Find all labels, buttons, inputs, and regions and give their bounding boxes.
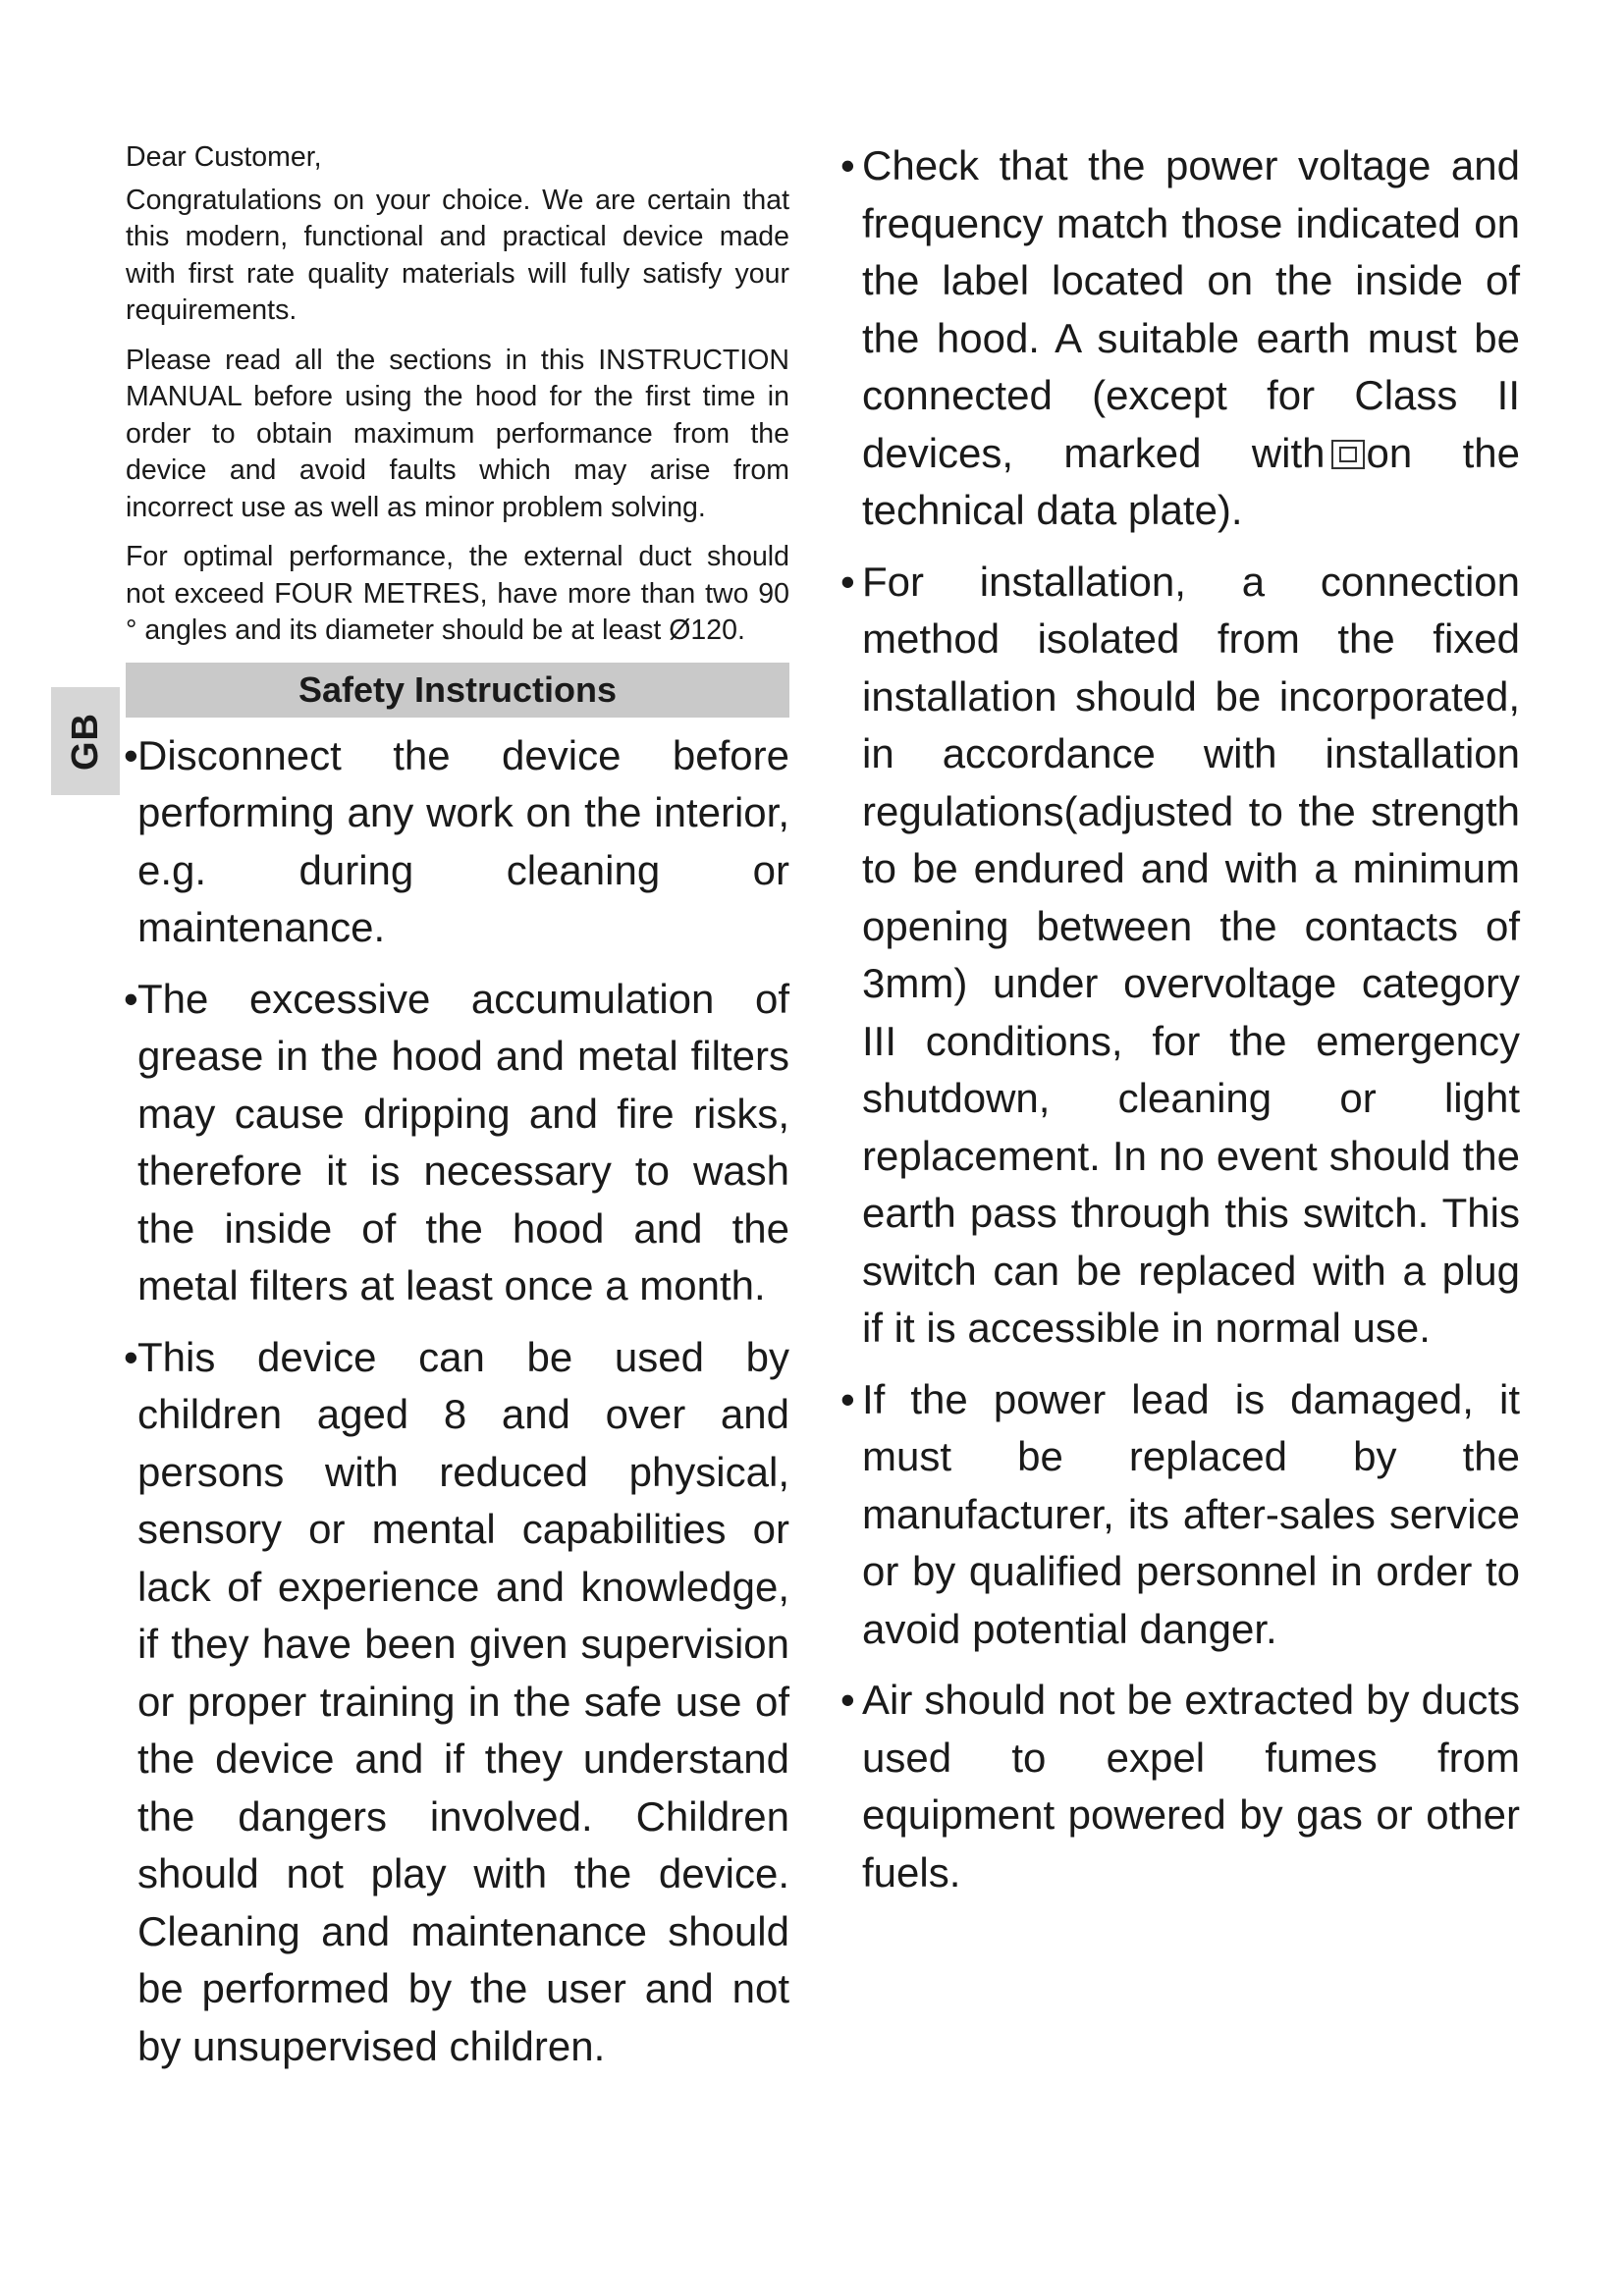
safety-item-text: Check that the power voltage and frequency match those indicated on the label located on the inside of the hood. A suitable earth must be connected (except for Class II devices, marked with [862,142,1520,476]
bullet-icon: • [124,975,138,1022]
safety-item-text: The excessive accumulation of grease in the hood and metal filters may cause dripping and fire risks, therefore it is necessary to wash the inside of the hood and the metal filters at least once a month. [137,975,789,1308]
safety-item-text: This device can be used by children aged 8 and over and persons with reduced physical, sensory or mental capabilities or lack of experience and knowledge, if they have been given supervision or proper training in the safe use of the device and if they understand the dangers involved. Children should not play with the device. Cleaning and maintenance should be performed by the user and not by unsupervised children. [137,1333,789,2069]
safety-heading: Safety Instructions [126,663,789,718]
greeting: Dear Customer, [126,141,322,173]
safety-item-text: Disconnect the device before performing any work on the interior, e.g. during cleaning or maintenance. [137,731,789,950]
intro-paragraph: Please read all the sections in this INSTRUCTION MANUAL before using the hood for the first time in order to obtain maximum performance from the device and avoid faults which may arise from incorrect use as well as minor problem solving. [126,344,789,523]
bullet-icon: • [840,1677,855,1723]
safety-item-text: Air should not be extracted by ducts used to expel fumes from equipment powered by gas or other fuels. [862,1677,1520,1896]
language-tab-label: GB [64,712,106,771]
safety-item [126,971,789,1315]
bullet-icon: • [840,142,855,188]
safety-item-text: For installation, a connection method isolated from the fixed installation should be incorporated, in accordance with installation regulations(adjusted to the strength to be endured and with a minimum opening between the contacts of 3mm) under overvoltage category III conditions, for the emergency shutdown, cleaning or light replacement. In no event should the earth pass through this switch. This switch can be replaced with a plug if it is accessible in normal use. [862,558,1520,1351]
safety-item [842,1672,1520,1901]
right-column [842,137,1520,1915]
safety-item-text-continued: on the technical data plate). [862,429,1520,533]
bullet-icon: • [124,1333,138,1380]
safety-item-text: If the power lead is damaged, it must be replaced by the manufacturer, its after-sales service or by qualified personnel in order to avoid potential danger. [862,1375,1520,1652]
safety-item [842,137,1520,540]
bullet-icon: • [840,1375,855,1422]
left-column [126,139,789,2089]
intro-section [126,139,789,650]
bullet-icon: • [124,731,138,778]
safety-item [842,554,1520,1358]
intro-paragraph: For optimal performance, the external duct should not exceed FOUR METRES, have more than two 90 ° angles and its diameter should be at least Ø120. [126,541,789,646]
safety-item [842,1371,1520,1659]
safety-item [126,727,789,957]
class-ii-double-square-icon [1331,440,1365,469]
intro-paragraph: Congratulations on your choice. We are certain that this modern, functional and practical device made with first rate quality materials will fully satisfy your requirements. [126,184,789,326]
language-tab [51,687,120,795]
safety-item [126,1329,789,2076]
bullet-icon: • [840,558,855,605]
